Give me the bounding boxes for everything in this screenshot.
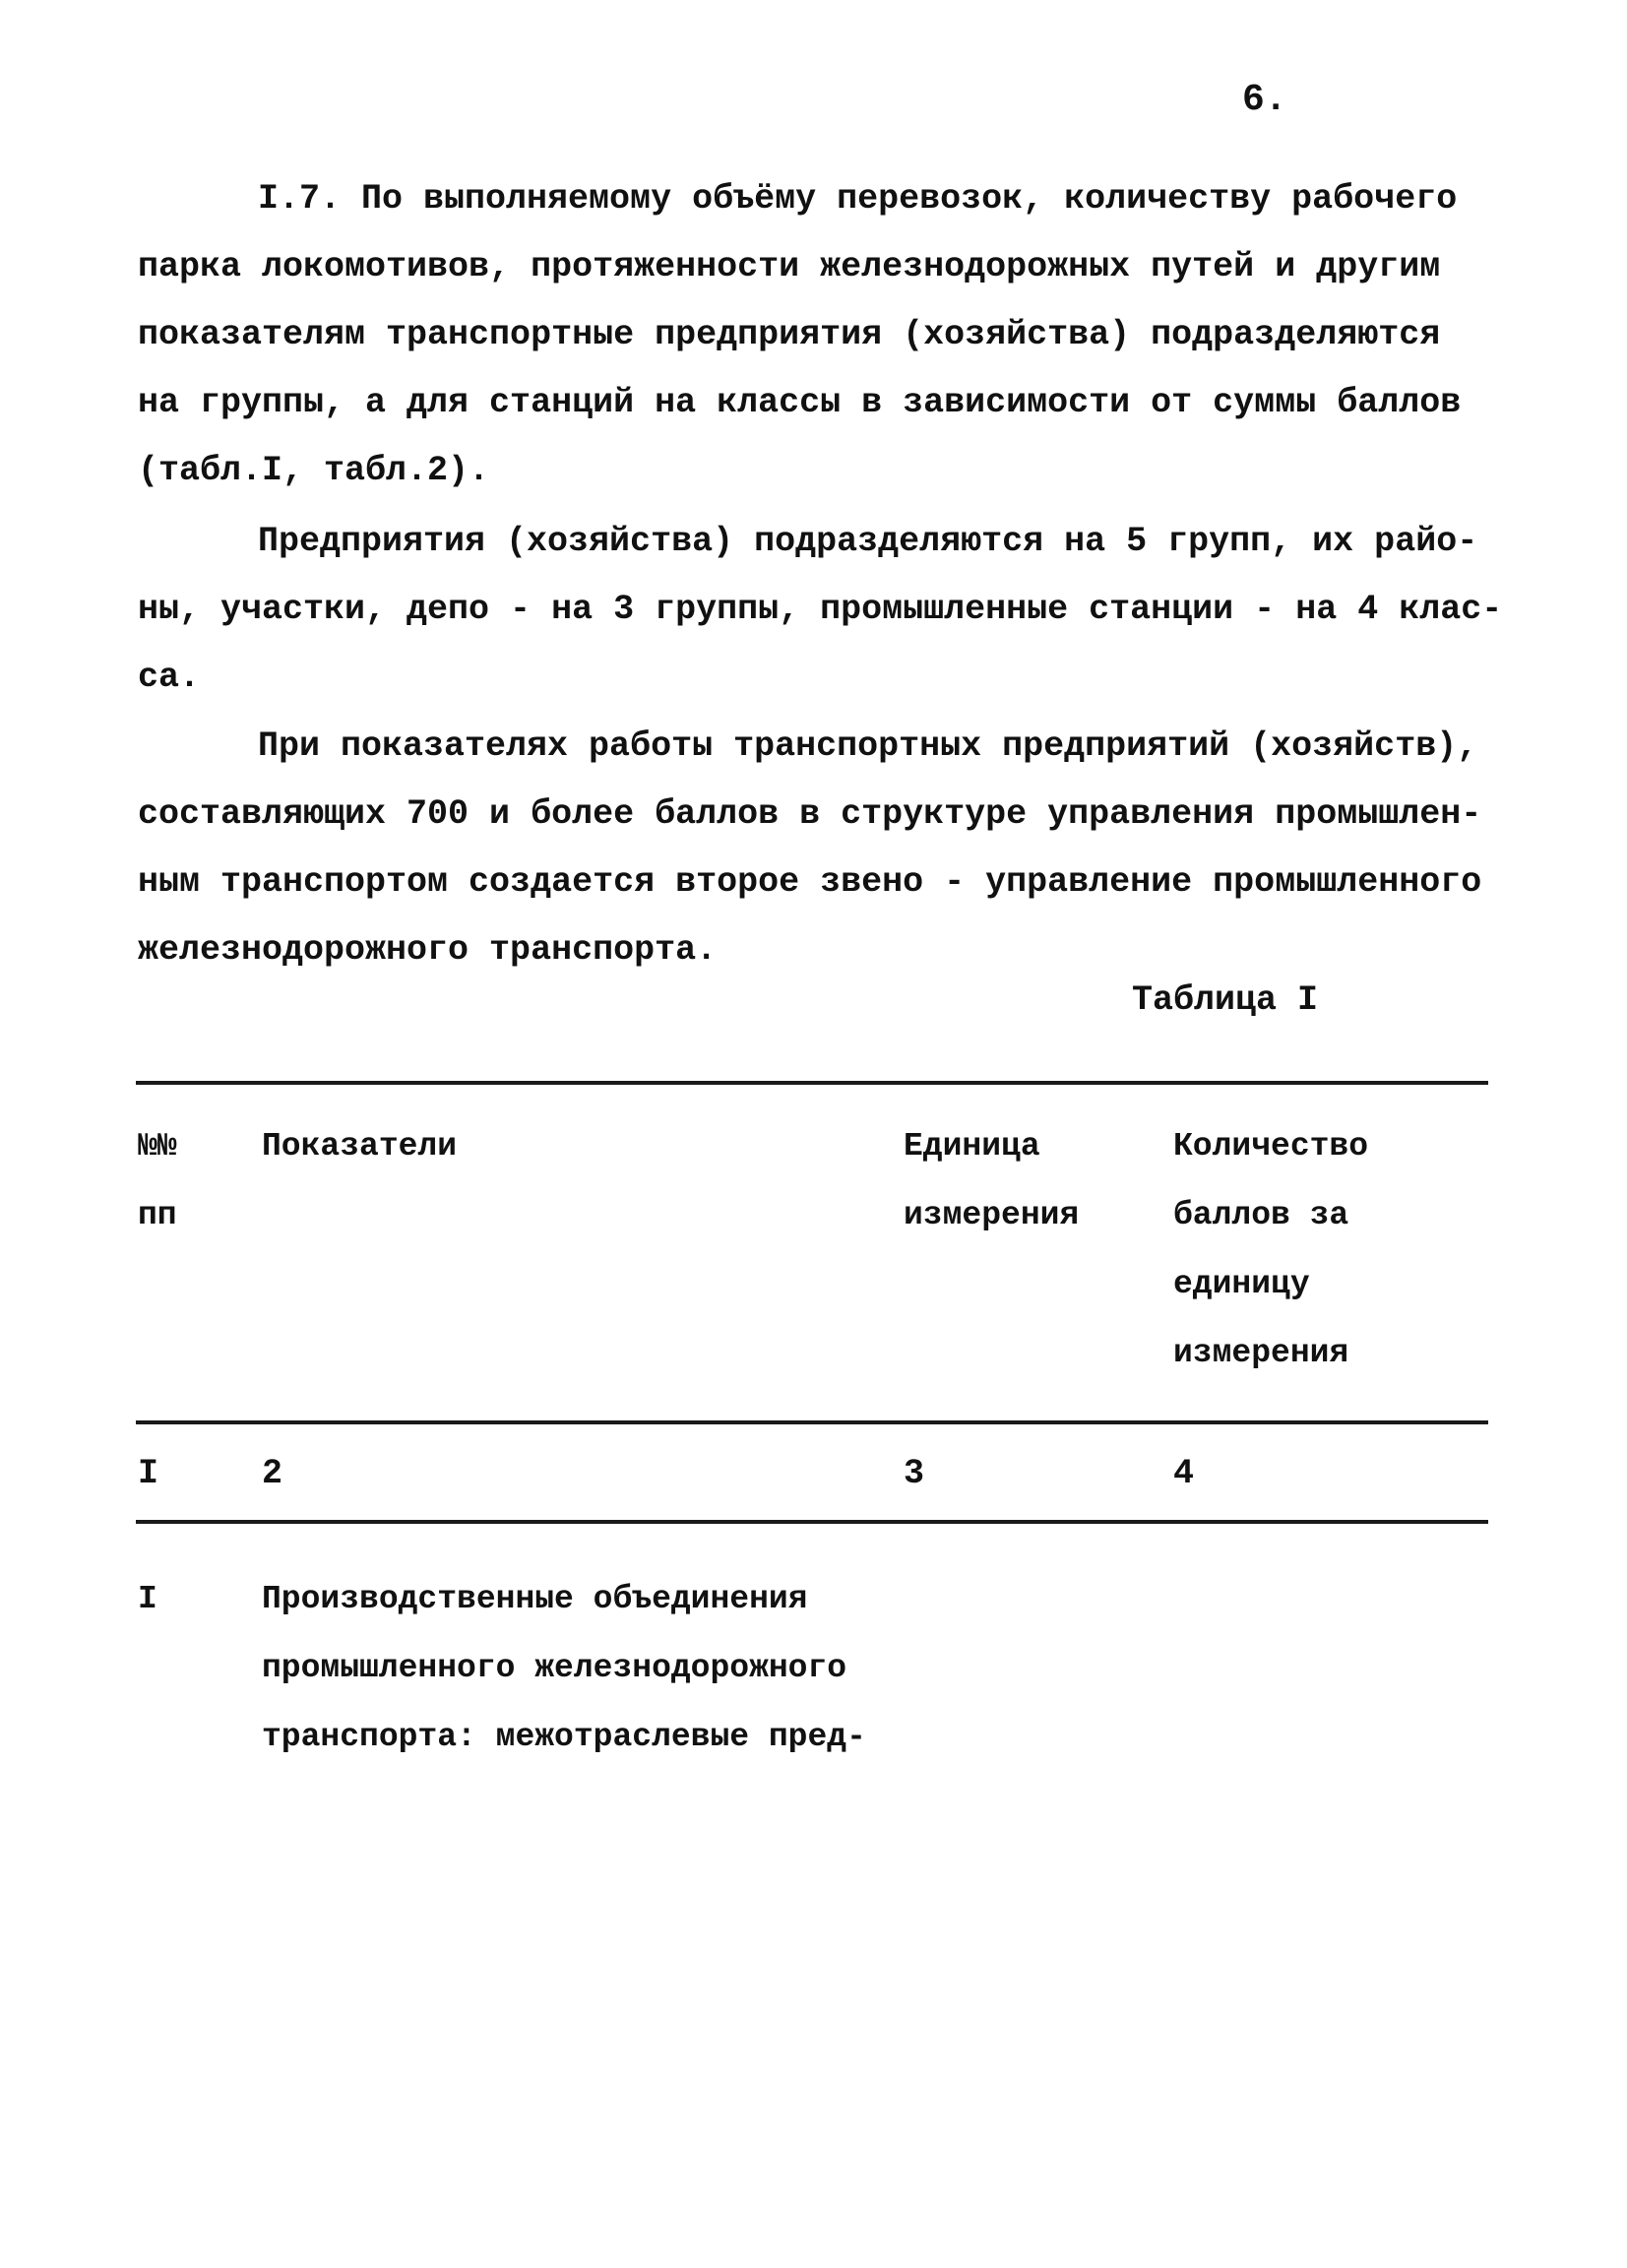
paragraph-line: парка локомотивов, протяженности железнодорожных путей и другим — [138, 247, 1441, 286]
paragraph-2 — [138, 508, 1503, 712]
row-indicator-line: Производственные объединения — [262, 1581, 808, 1617]
header-points-line: измерения — [1173, 1335, 1349, 1371]
paragraph-line: При показателях работы транспортных предприятий (хозяйств), — [258, 726, 1478, 766]
header-indicator — [262, 1112, 457, 1181]
paragraph-line: Предприятия (хозяйства) подразделяются на 5 групп, их райо- — [258, 522, 1478, 561]
paragraph-line: ным транспортом создается второе звено - управление промышленного — [138, 862, 1482, 902]
paragraph-line: на группы, а для станций на классы в зависимости от суммы баллов — [138, 383, 1462, 422]
header-num — [138, 1112, 177, 1250]
header-indicator-line: Показатели — [262, 1128, 458, 1165]
page-number: 6. — [1242, 79, 1287, 121]
paragraph-1 — [138, 165, 1496, 505]
column-number-3: 3 — [904, 1454, 925, 1493]
header-unit — [904, 1112, 1079, 1250]
header-unit-line: Единица — [904, 1128, 1040, 1165]
paragraph-line: железнодорожного транспорта. — [138, 930, 718, 970]
table-index-rule — [136, 1520, 1488, 1524]
paragraph-line: са. — [138, 658, 201, 697]
column-number-1: I — [138, 1454, 159, 1493]
table-header-rule — [136, 1420, 1488, 1424]
header-points-line: Количество — [1173, 1128, 1369, 1165]
header-num-line: №№ — [138, 1128, 177, 1165]
table-top-rule — [136, 1081, 1488, 1085]
paragraph-line: составляющих 700 и более баллов в структуре управления промышлен- — [138, 794, 1482, 834]
row-indicator-line: транспорта: межотраслевые пред- — [262, 1719, 866, 1755]
table-row-indicator — [262, 1565, 866, 1772]
header-points — [1173, 1112, 1368, 1388]
header-points-line: единицу — [1173, 1266, 1310, 1302]
table-caption: Таблица I — [1132, 980, 1319, 1020]
paragraph-line: ны, участки, депо - на 3 группы, промышленные станции - на 4 клас- — [138, 590, 1503, 629]
paragraph-line: показателям транспортные предприятия (хозяйства) подразделяются — [138, 315, 1441, 354]
row-indicator-line: промышленного железнодорожного — [262, 1650, 847, 1686]
column-number-4: 4 — [1173, 1454, 1195, 1493]
column-number-2: 2 — [262, 1454, 283, 1493]
paragraph-line: (табл.I, табл.2). — [138, 451, 490, 490]
paragraph-line: I.7. По выполняемому объёму перевозок, количеству рабочего — [258, 179, 1458, 219]
table-row-num: I — [138, 1581, 157, 1617]
header-points-line: баллов за — [1173, 1197, 1349, 1233]
header-unit-line: измерения — [904, 1197, 1080, 1233]
paragraph-3 — [138, 713, 1496, 984]
header-num-line: пп — [138, 1197, 177, 1233]
